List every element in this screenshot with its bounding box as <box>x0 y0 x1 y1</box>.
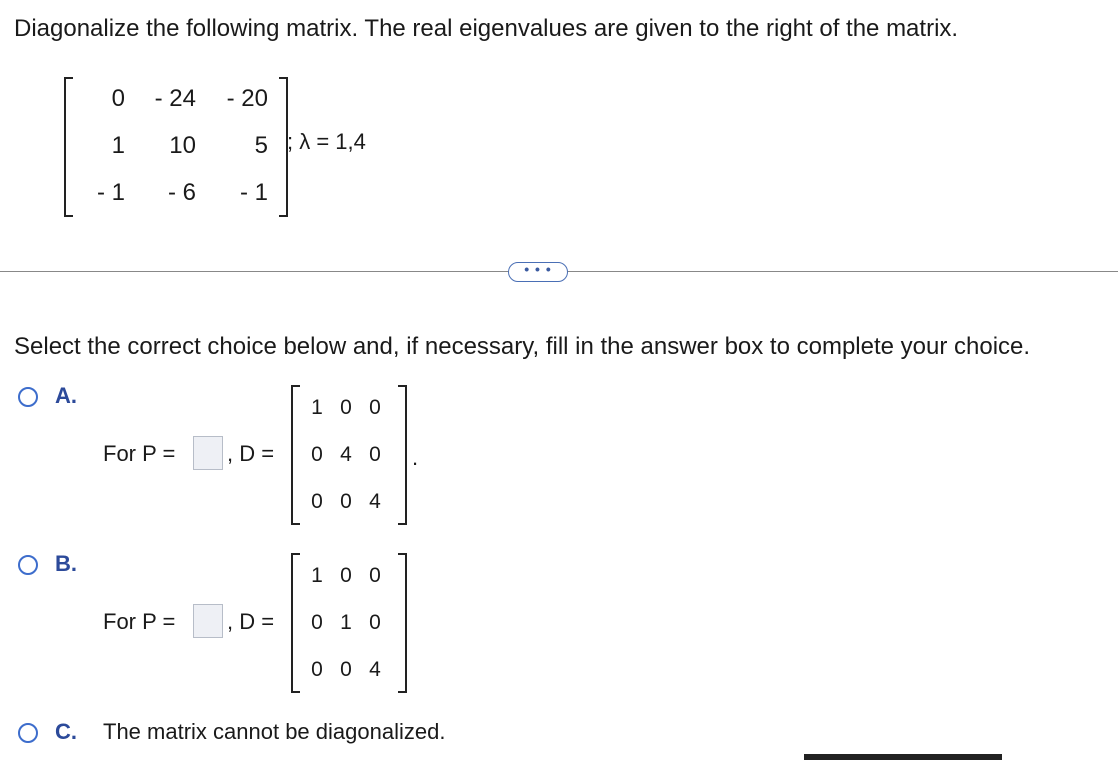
option-c-text: The matrix cannot be diagonalized. <box>103 719 446 744</box>
d-matrix-cell: 1 <box>311 396 323 419</box>
d-matrix-cell: 0 <box>311 443 323 466</box>
option-a-d-label: , D = <box>227 441 275 466</box>
d-matrix-cell: 4 <box>340 443 352 466</box>
instruction-text: Select the correct choice below and, if necessary, fill in the answer box to complete your choice. <box>14 333 1031 360</box>
matrix-cell: - 1 <box>96 179 125 206</box>
d-matrix-cell: 1 <box>340 611 352 634</box>
matrix-cell: - 6 <box>167 179 196 206</box>
d-matrix-cell: 0 <box>311 611 323 634</box>
matrix-cell: - 1 <box>239 179 268 206</box>
option-a-p-answer-box[interactable] <box>193 436 223 470</box>
question-prompt: Diagonalize the following matrix. The real eigenvalues are given to the right of the matrix. <box>14 15 959 42</box>
d-matrix-cell: 1 <box>311 564 323 587</box>
d-matrix-cell: 0 <box>340 658 352 681</box>
more-button[interactable]: • • • <box>508 262 568 282</box>
option-b-letter: B. <box>55 551 77 576</box>
d-matrix-cell: 0 <box>369 443 381 466</box>
option-b-p-answer-box[interactable] <box>193 604 223 638</box>
d-matrix-left-bracket <box>291 553 300 693</box>
d-matrix-cell: 0 <box>369 396 381 419</box>
d-matrix-cell: 0 <box>340 564 352 587</box>
d-matrix-left-bracket <box>291 385 300 525</box>
bottom-bar <box>804 754 1002 760</box>
d-matrix-cell: 4 <box>369 490 381 513</box>
d-matrix-cell: 0 <box>340 490 352 513</box>
matrix-cell: 1 <box>111 132 125 159</box>
d-matrix-cell: 0 <box>340 396 352 419</box>
matrix-cell: - 24 <box>154 85 196 112</box>
d-matrix-cell: 0 <box>311 658 323 681</box>
option-a-p-label: For P = <box>103 441 176 466</box>
option-c-letter: C. <box>55 719 77 744</box>
left-bracket <box>64 77 73 217</box>
option-a-letter: A. <box>55 383 77 408</box>
option-a-period: . <box>412 445 419 470</box>
d-matrix-cell: 4 <box>369 658 381 681</box>
option-b-radio[interactable] <box>18 555 38 575</box>
d-matrix-right-bracket <box>398 553 407 693</box>
matrix-cell: 0 <box>111 85 125 112</box>
option-a-radio[interactable] <box>18 387 38 407</box>
matrix-cell: - 20 <box>226 85 268 112</box>
eigenvalues-label: ; λ = 1,4 <box>287 129 366 154</box>
d-matrix-cell: 0 <box>369 611 381 634</box>
matrix-cell: 5 <box>254 132 268 159</box>
matrix-cell: 10 <box>169 132 196 159</box>
option-b-p-label: For P = <box>103 609 176 634</box>
d-matrix-cell: 0 <box>369 564 381 587</box>
d-matrix-right-bracket <box>398 385 407 525</box>
option-c-radio[interactable] <box>18 723 38 743</box>
option-b-d-label: , D = <box>227 609 275 634</box>
d-matrix-cell: 0 <box>311 490 323 513</box>
